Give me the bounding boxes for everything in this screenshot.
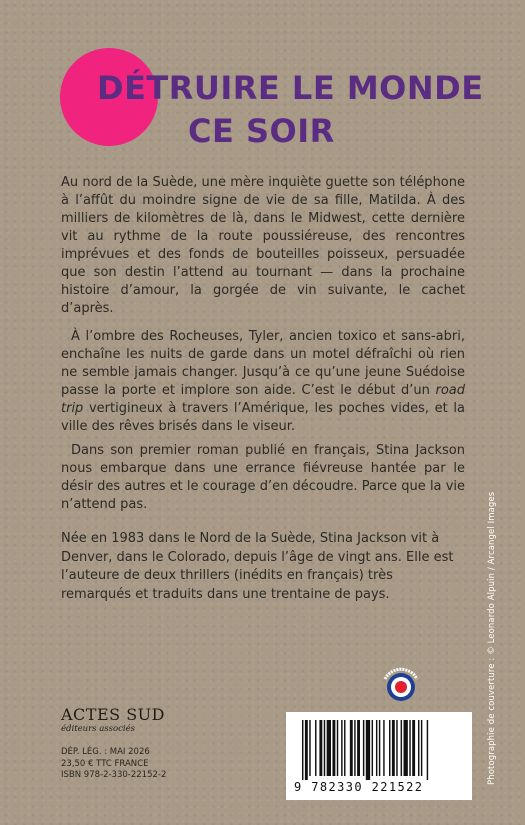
barcode-bar bbox=[418, 720, 419, 776]
isbn: ISBN 978-2-330-22152-2 bbox=[61, 770, 167, 780]
photo-credit: Photographie de couverture : © Leonardo Alpuin / Arcangel Images bbox=[487, 491, 497, 785]
barcode-bar bbox=[305, 720, 308, 780]
barcode-bar bbox=[421, 720, 422, 776]
publisher-subtitle: éditeurs associés bbox=[61, 724, 136, 734]
legal-deposit: DÉP. LÉG. : MAI 2026 bbox=[61, 747, 150, 757]
book-title-line-2: CE SOIR bbox=[188, 112, 335, 150]
barcode-bar bbox=[327, 720, 331, 776]
publisher-logo bbox=[61, 706, 165, 734]
blurb-paragraph-2 bbox=[61, 328, 465, 436]
barcode-bar bbox=[404, 720, 408, 776]
barcode-bar bbox=[383, 720, 384, 776]
publisher-name: ACTES SUD bbox=[61, 705, 165, 724]
barcode-bar bbox=[315, 720, 316, 776]
fabrique-en-france-badge bbox=[378, 663, 424, 709]
barcode-bar bbox=[324, 720, 325, 776]
legal-info bbox=[61, 747, 166, 782]
france-roundel-icon bbox=[378, 663, 424, 709]
barcode-bar bbox=[376, 720, 377, 776]
barcode-bar bbox=[354, 720, 355, 776]
barcode-bar bbox=[337, 720, 338, 776]
blurb-paragraph-1: Au nord de la Suède, une mère inquiète guette son téléphone à l’affût du moindre signe de vie de sa fille, Matilda. À des milliers de kilomètres de là, dans le Midwest, cette dernière vit au rythme de la route poussiéreuse, des rencontres imprévues et des fonds de bouteilles poisseux, persuadée que son destin l’attend au tournant — dans la prochaine histoire d’amour, la gorgée de vin suivante, le cachet d’après. bbox=[61, 175, 465, 316]
barcode-bar bbox=[427, 720, 428, 780]
barcode-bar bbox=[341, 720, 342, 776]
barcode-bar bbox=[389, 720, 390, 776]
barcode-bar bbox=[309, 720, 310, 776]
back-cover-blurb bbox=[61, 174, 465, 520]
barcode-bar bbox=[332, 720, 335, 776]
barcode-bar bbox=[396, 720, 397, 776]
barcode-bar bbox=[412, 720, 415, 776]
barcode-bar bbox=[350, 720, 353, 776]
blurb-italic-phrase: road trip bbox=[61, 383, 465, 416]
barcode-bar bbox=[302, 720, 303, 780]
barcode-bar bbox=[319, 720, 322, 776]
barcode-digits: 9 782330 221522 bbox=[294, 780, 424, 794]
price: 23,50 € TTC FRANCE bbox=[61, 758, 149, 769]
barcode-bar bbox=[409, 720, 410, 776]
book-title-line-1: DÉTRUIRE LE MONDE bbox=[97, 69, 484, 107]
barcode-bar bbox=[401, 720, 402, 776]
barcode-bar bbox=[357, 720, 360, 776]
author-bio: Née en 1983 dans le Nord de la Suède, Stina Jackson vit à Denver, dans le Colorado, depuis l’âge de vingt ans. Elle est l’auteure de deux thrillers (inédits en français) très remarqués et traduits dans une trentaine de pays. bbox=[61, 531, 454, 602]
barcode-bars bbox=[298, 720, 460, 780]
barcode-bar bbox=[372, 720, 373, 776]
blurb-paragraph-2-start: À l’ombre des Rocheuses, Tyler, ancien toxico et sans-abri, enchaîne les nuits de garde dans un motel défraîchi où rien ne semble jamais changer. Jusqu’à ce qu’une jeune Suédoise passe la porte et implore son aide. C’est le début d’un bbox=[61, 329, 465, 398]
barcode-bar bbox=[363, 720, 364, 776]
blurb-paragraph-3: Dans son premier roman publié en français, Stina Jackson nous embarque dans une errance fiévreuse hantée par le désir des autres et le courage d’en découdre. Parce que la vie n’attend pas. bbox=[61, 443, 465, 512]
barcode-bar bbox=[366, 720, 370, 780]
blurb-paragraph-2-end: vertigineux à travers l’Amérique, les poches vides, et la ville des rêves brisés dans le viseur. bbox=[61, 401, 465, 434]
barcode-bar bbox=[392, 720, 395, 776]
barcode-bar bbox=[379, 720, 380, 776]
barcode bbox=[286, 712, 472, 800]
barcode-bar bbox=[344, 720, 345, 776]
